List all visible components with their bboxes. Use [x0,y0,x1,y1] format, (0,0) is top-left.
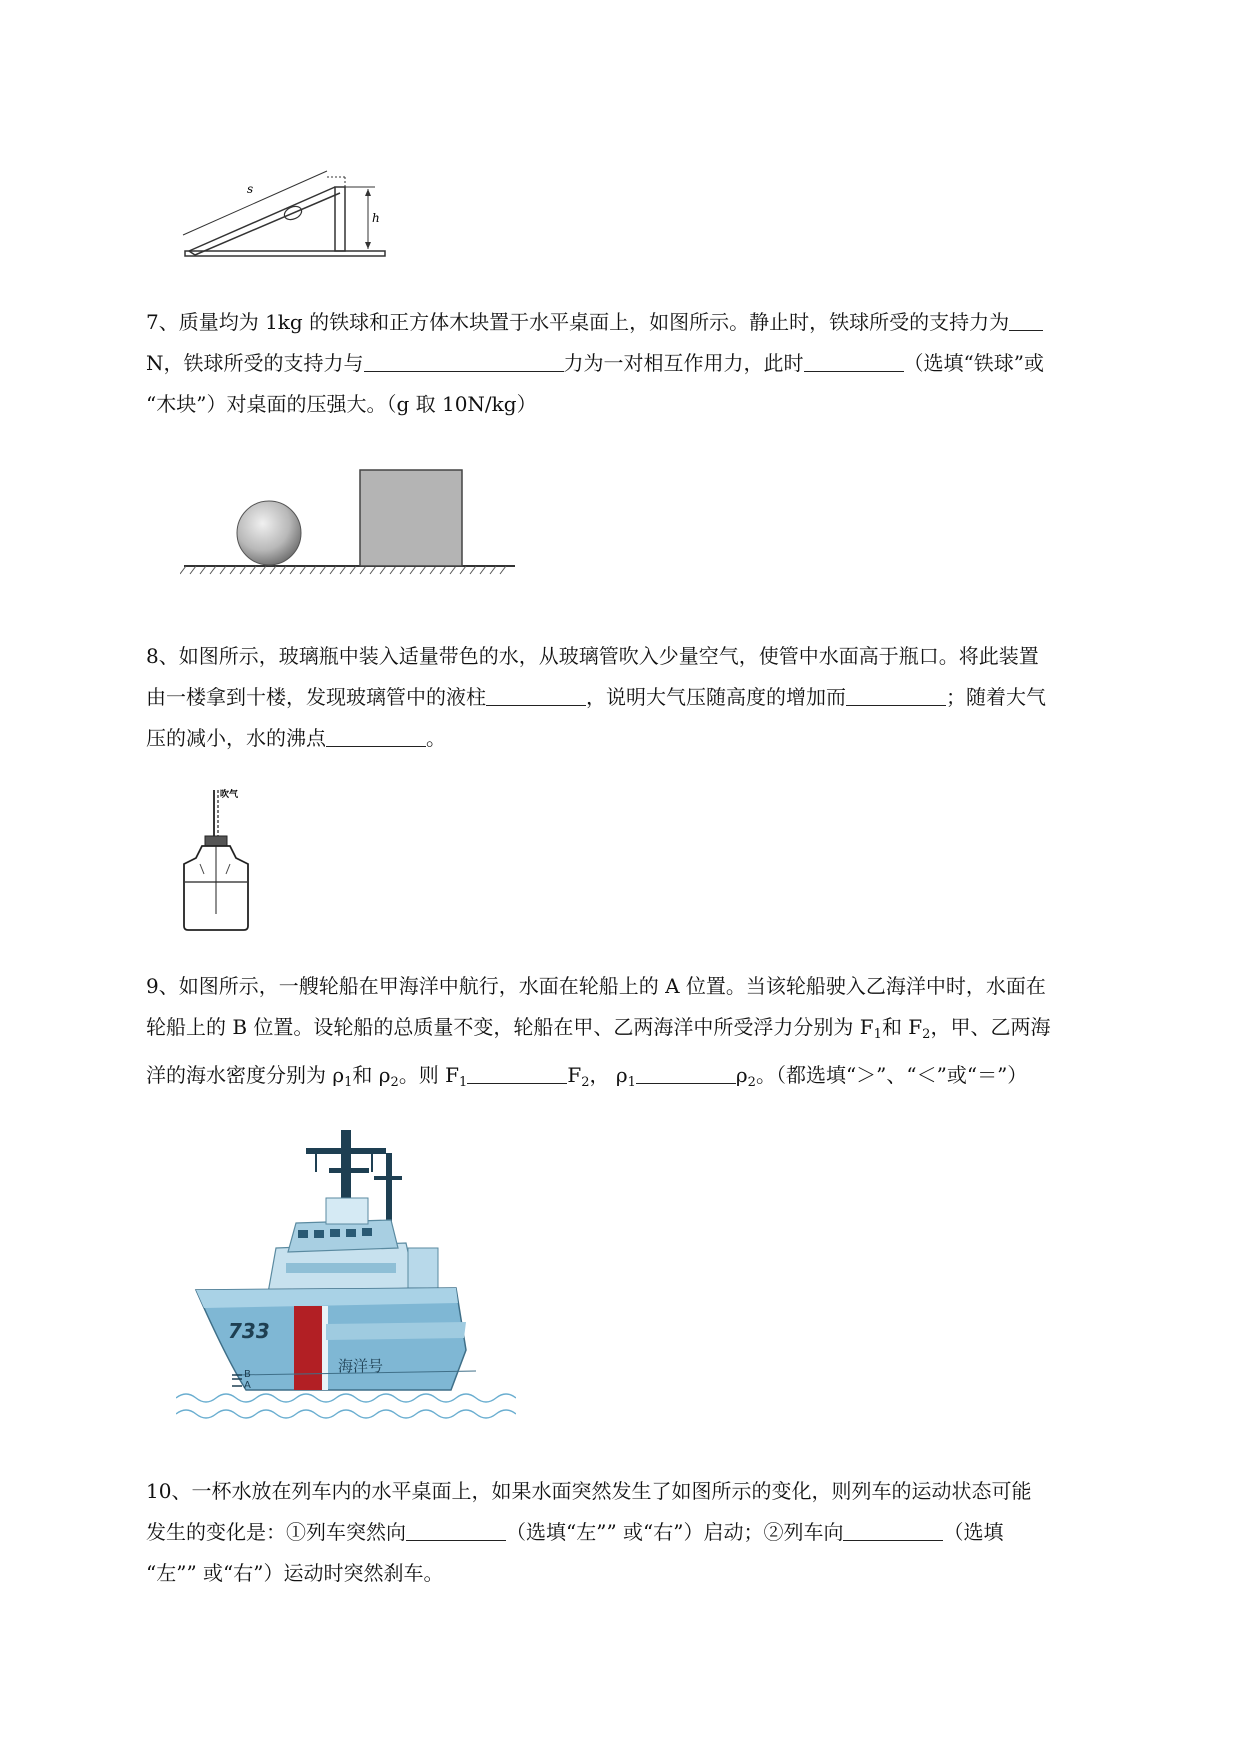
iron-ball [237,501,301,565]
question-8 [146,636,1152,759]
ship-figure [176,1128,516,1428]
ship-number: 733 [228,1319,270,1343]
q9-line3-d: F [567,1063,582,1087]
q10-line2-c: （选填 [943,1520,1004,1544]
q8-blank-3[interactable] [326,724,426,747]
q10-line2-b: （选填“左”” 或“右”）启动；②列车向 [506,1520,844,1544]
q9-rho-sub-2: 2 [390,1075,399,1090]
question-9 [146,966,1152,1103]
q7-line1: 7、质量均为 1kg 的铁球和正方体木块置于水平桌面上，如图所示。静止时，铁球所受的支持力为 [146,310,1010,334]
q9-line2-c: ，甲、乙两海 [930,1015,1051,1039]
q8-line1: 8、如图所示，玻璃瓶中装入适量带色的水，从玻璃管吹入少量空气，使管中水面高于瓶口。将此装置 [146,644,1039,668]
q9-line1: 9、如图所示，一艘轮船在甲海洋中航行，水面在轮船上的 A 位置。当该轮船驶入乙海洋中时，水面在 [146,974,1046,998]
q10-blank-2[interactable] [843,1518,943,1541]
q9-r-sub-2: 2 [747,1075,756,1090]
q8-line3-a: 压的减小，水的沸点 [146,726,326,750]
incline-h-label: h [372,211,380,225]
q9-line3-c: 。则 F [398,1063,460,1087]
q9-sub-1: 1 [873,1027,882,1042]
q9-f-sub-2: 2 [581,1075,590,1090]
q9-blank-1[interactable] [467,1061,567,1084]
q7-blank-1[interactable] [1009,308,1043,331]
q9-line2-b: 和 F [881,1015,923,1039]
question-10 [146,1471,1152,1594]
q10-line1: 10、一杯水放在列车内的水平桌面上，如果水面突然发生了如图所示的变化，则列车的运动状态可能 [146,1479,1032,1503]
q7-blank-2[interactable] [364,349,564,372]
blow-air-label: 吹气 [220,790,239,800]
q9-sub-2: 2 [922,1027,931,1042]
question-7 [146,302,1152,425]
q7-line2-b: 力为一对相互作用力，此时 [563,351,804,375]
q8-line2-b: ，说明大气压随高度的增加而 [586,685,846,709]
q8-blank-2[interactable] [846,683,946,706]
q10-blank-1[interactable] [406,1518,506,1541]
q9-blank-2[interactable] [636,1061,736,1084]
ball-block-figure [180,460,520,580]
q8-line2-a: 由一楼拿到十楼，发现玻璃管中的液柱 [146,685,486,709]
q8-line3-b: 。 [426,726,446,750]
ship-name: 海洋号 [338,1357,384,1375]
q7-line3: “木块”）对桌面的压强大。（g 取 10N/kg） [146,392,537,416]
q9-line3-f: ρ [735,1063,748,1087]
q9-line3-e: ， ρ [589,1063,628,1087]
q9-rho-sub-1: 1 [344,1075,353,1090]
q9-line3-g: 。（都选填“＞”、“＜”或“＝”） [755,1063,1028,1087]
q9-r-sub-1: 1 [627,1075,636,1090]
incline-figure [175,165,405,265]
q8-blank-1[interactable] [486,683,586,706]
q9-line3-b: 和 ρ [352,1063,391,1087]
mark-a: A [244,1380,251,1391]
q7-line2-a: N，铁球所受的支持力与 [146,351,364,375]
q10-line2-a: 发生的变化是：①列车突然向 [146,1520,406,1544]
q10-line3: “左”” 或“右”）运动时突然刹车。 [146,1561,444,1585]
q9-line2-a: 轮船上的 B 位置。设轮船的总质量不变，轮船在甲、乙两海洋中所受浮力分别为 F [146,1015,874,1039]
wood-block [360,470,462,566]
q7-line2-c: （选填“铁球”或 [903,351,1044,375]
q9-line3-a: 洋的海水密度分别为 ρ [146,1063,345,1087]
q7-blank-3[interactable] [804,349,904,372]
q8-line2-c: ；随着大气 [946,685,1046,709]
mark-b: B [244,1369,251,1380]
q9-f-sub-1: 1 [459,1075,468,1090]
bottle-figure [180,782,270,932]
incline-s-label: s [247,182,254,196]
